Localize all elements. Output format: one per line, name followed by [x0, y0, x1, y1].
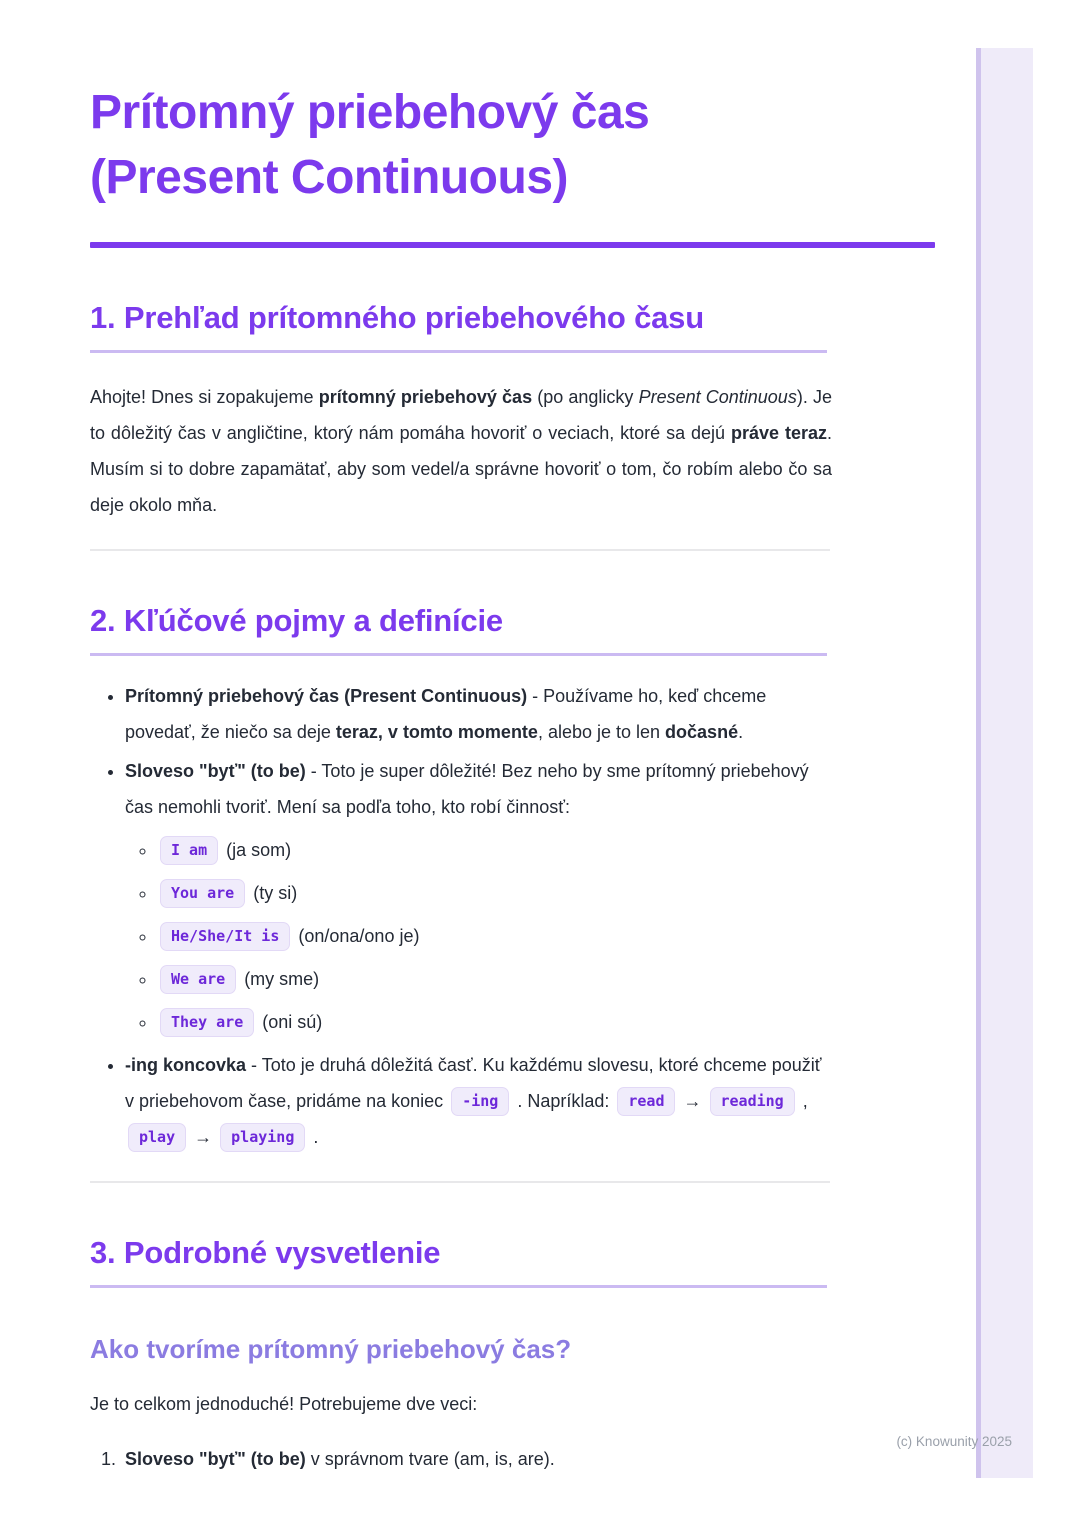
text-segment: Sloveso "byť" (to be) — [125, 761, 306, 781]
inline-code-badge: I am — [160, 836, 218, 865]
section-divider — [90, 549, 830, 551]
text-segment: → — [189, 1127, 218, 1147]
list-item — [125, 1047, 835, 1155]
inline-code-badge: We are — [160, 965, 236, 994]
text-segment: , alebo je to len — [537, 722, 666, 742]
steps-list — [90, 1441, 935, 1477]
text-segment: (ty si) — [248, 883, 298, 903]
list-item — [157, 918, 835, 954]
section-2-underline — [90, 653, 827, 656]
list-item — [157, 1004, 835, 1040]
page-title-line-1: Prítomný priebehový čas — [90, 86, 650, 139]
page-title — [90, 80, 935, 210]
inline-code-badge: You are — [160, 879, 245, 908]
document-page — [90, 0, 935, 1477]
text-segment: Ahojte! Dnes si zopakujeme — [90, 387, 319, 407]
text-segment: (on/ona/ono je) — [293, 926, 420, 946]
side-accent-strip — [976, 48, 1033, 1478]
section-1-underline — [90, 350, 827, 353]
text-segment: - Toto je druhá dôležitá časť. Ku každému slovesu, ktoré chceme použiť v priebehovom čase, pridáme na koniec — [125, 1055, 822, 1111]
list-item — [90, 1441, 935, 1477]
text-segment: Present Continuous — [638, 387, 797, 407]
text-segment: (ja som) — [221, 840, 292, 860]
inline-code-badge: read — [617, 1087, 675, 1116]
text-segment: → — [678, 1091, 707, 1111]
inline-code-badge: reading — [710, 1087, 795, 1116]
list-item — [125, 753, 835, 1040]
text-segment: - Používame ho, keď chceme povedať, že niečo sa deje — [125, 686, 767, 742]
list-item — [157, 961, 835, 997]
inline-code-badge: -ing — [451, 1087, 509, 1116]
text-segment: -ing koncovka — [125, 1055, 247, 1075]
section-2-heading: 2. Kľúčové pojmy a definície — [90, 603, 503, 638]
subsection-heading: Ako tvoríme prítomný priebehový čas? — [90, 1334, 572, 1364]
title-rule — [90, 242, 935, 248]
section-1-heading: 1. Prehľad prítomného priebehového času — [90, 300, 704, 335]
section-1-paragraph — [90, 379, 832, 523]
text-segment: . Musím si to dobre zapamätať, aby som vedel/a správne hovoriť o tom, čo robím alebo čo sa deje okolo mňa. — [90, 423, 832, 515]
key-terms-list — [90, 678, 835, 1155]
inline-code-badge: play — [128, 1123, 186, 1152]
text-segment: (my sme) — [239, 969, 320, 989]
section-divider — [90, 1181, 830, 1183]
to-be-forms-list — [125, 832, 835, 1040]
text-segment: prítomný priebehový čas — [318, 387, 533, 407]
text-segment: . Napríklad: — [512, 1091, 615, 1111]
subsection-intro: Je to celkom jednoduché! Potrebujeme dve veci: — [90, 1394, 478, 1414]
text-segment: práve teraz — [731, 423, 827, 443]
copyright-note: (c) Knowunity 2025 — [896, 1434, 1012, 1449]
list-item-text — [125, 761, 809, 817]
text-segment: - Toto je super dôležité! Bez neho by sme prítomný priebehový čas nemohli tvoriť. Mení sa podľa toho, kto robí činnosť: — [125, 761, 809, 817]
text-segment: Sloveso "byť" (to be) — [125, 1449, 306, 1469]
list-item — [157, 875, 835, 911]
list-item — [125, 678, 835, 750]
section-3-heading: 3. Podrobné vysvetlenie — [90, 1235, 441, 1270]
section-3-underline — [90, 1285, 827, 1288]
page-title-line-2: (Present Continuous) — [90, 151, 568, 204]
list-item — [157, 832, 835, 868]
text-segment: teraz, v tomto momente — [335, 722, 538, 742]
text-segment: , — [797, 1091, 808, 1111]
inline-code-badge: They are — [160, 1008, 254, 1037]
text-segment: (oni sú) — [257, 1012, 323, 1032]
list-item-text — [125, 1449, 555, 1469]
text-segment: ). Je to dôležitý čas v angličtine, ktorý nám pomáha hovoriť o veciach, ktoré sa dejú — [90, 387, 832, 443]
text-segment: dočasné — [665, 722, 739, 742]
inline-code-badge: playing — [220, 1123, 305, 1152]
text-segment: (po anglicky — [532, 387, 639, 407]
list-item-number: 1. — [101, 1449, 117, 1469]
text-segment: . — [738, 722, 744, 742]
text-segment: . — [308, 1127, 319, 1147]
text-segment: v správnom tvare (am, is, are). — [305, 1449, 555, 1469]
text-segment: Prítomný priebehový čas (Present Continuous) — [125, 686, 528, 706]
inline-code-badge: He/She/It is — [160, 922, 290, 951]
